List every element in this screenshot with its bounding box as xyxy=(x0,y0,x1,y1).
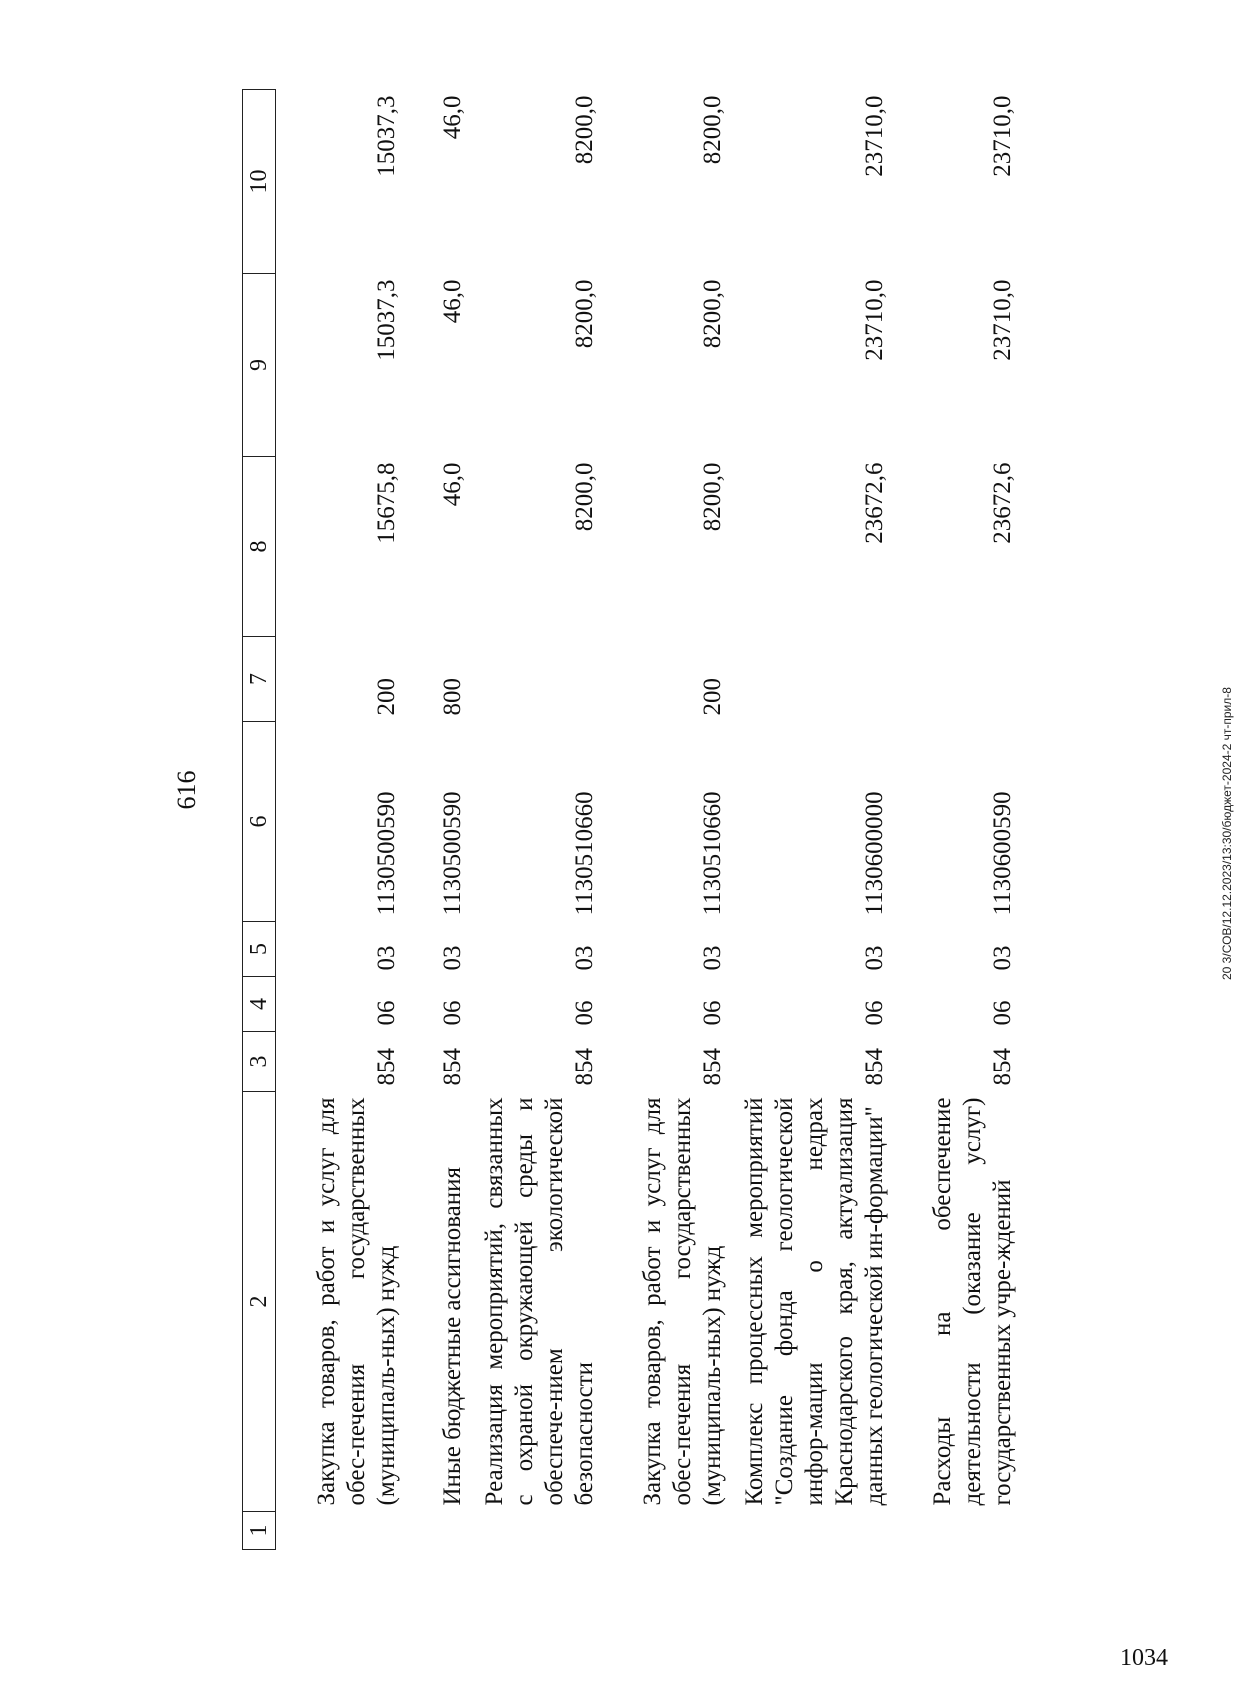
table-cell-col5: 03 xyxy=(372,945,400,971)
header-row xyxy=(243,90,276,1550)
table-cell-col6: 1130510660 xyxy=(698,791,726,916)
table-cell-col3: 854 xyxy=(860,1048,888,1086)
table-cell-col10: 8200,0 xyxy=(570,95,598,165)
table-cell-col8: 8200,0 xyxy=(698,462,726,532)
header-cell: 8 xyxy=(243,457,276,637)
table-cell-col9: 8200,0 xyxy=(570,279,598,349)
header-cell: 6 xyxy=(243,722,276,922)
table-row xyxy=(730,90,892,1550)
table-cell-col10: 46,0 xyxy=(438,95,466,140)
table-cell-col8: 23672,6 xyxy=(988,462,1016,544)
table-cell-col5: 03 xyxy=(570,945,598,971)
table-cell-description: Комплекс процессных мероприятий "Создание фонда геологической инфор-мации о недрах Краснодарского края, актуализация данных геологической ин-формации" xyxy=(740,1097,888,1506)
table-cell-col9: 46,0 xyxy=(438,279,466,324)
page-number: 616 xyxy=(172,770,201,810)
table-row xyxy=(470,90,602,1550)
header-cell: 7 xyxy=(243,637,276,722)
table-cell-col7: 800 xyxy=(438,678,466,716)
table-cell-col8: 46,0 xyxy=(438,462,466,507)
table-cell-col8: 23672,6 xyxy=(860,462,888,544)
table-cell-col4: 06 xyxy=(570,1000,598,1026)
header-cell: 10 xyxy=(243,90,276,274)
table-cell-description: Реализация мероприятий, связанных с охраной окружающей среды и обеспече-нием экологической безопасности xyxy=(480,1097,598,1506)
table-cell-col9: 23710,0 xyxy=(988,279,1016,361)
table-cell-col5: 03 xyxy=(698,945,726,971)
table-cell-col8: 15675,8 xyxy=(372,462,400,544)
table-row xyxy=(892,90,1020,1550)
header-cell: 2 xyxy=(243,1092,276,1512)
table-cell-col4: 06 xyxy=(438,1000,466,1026)
table-cell-col9: 23710,0 xyxy=(860,279,888,361)
table-cell-col6: 1130510660 xyxy=(570,791,598,916)
table-cell-col9: 15037,3 xyxy=(372,279,400,361)
table-cell-col10: 15037,3 xyxy=(372,95,400,177)
table-cell-col3: 854 xyxy=(988,1048,1016,1086)
table-cell-col9: 8200,0 xyxy=(698,279,726,349)
table-cell-col4: 06 xyxy=(860,1000,888,1026)
header-cell: 3 xyxy=(243,1032,276,1092)
table-cell-col1 xyxy=(470,1512,602,1550)
table-cell-col7: 200 xyxy=(372,678,400,716)
table-cell-col3: 854 xyxy=(698,1048,726,1086)
table-row xyxy=(276,90,404,1550)
header-cell: 1 xyxy=(243,1512,276,1550)
table-cell-col8: 8200,0 xyxy=(570,462,598,532)
budget-table xyxy=(242,89,1020,1550)
table-cell-col1 xyxy=(276,1512,404,1550)
table-cell-description: Расходы на обеспечение деятельности (оказание услуг) государственных учре-ждений xyxy=(928,1097,1016,1506)
table-cell-col4: 06 xyxy=(698,1000,726,1026)
table-cell-col3: 854 xyxy=(570,1048,598,1086)
table-cell-col7 xyxy=(892,637,1020,722)
table-cell-description: Закупка товаров, работ и услуг для обес-печения государственных (муниципаль-ных) нужд xyxy=(638,1097,726,1506)
header-cell: 9 xyxy=(243,274,276,457)
sheet-number: 1034 xyxy=(1120,1645,1168,1671)
table-cell-col6: 1130600590 xyxy=(988,791,1016,916)
header-cell: 5 xyxy=(243,922,276,977)
table-cell-col6: 1130500590 xyxy=(438,791,466,916)
table-cell-col7: 200 xyxy=(698,678,726,716)
table-cell-col10: 23710,0 xyxy=(988,95,1016,177)
table-cell-col3: 854 xyxy=(372,1048,400,1086)
table-cell-col6: 1130500590 xyxy=(372,791,400,916)
table-cell-description: Иные бюджетные ассигнования xyxy=(438,1166,466,1506)
table-cell-col4: 06 xyxy=(372,1000,400,1026)
table-cell-col1 xyxy=(404,1512,470,1550)
table-cell-col4: 06 xyxy=(988,1000,1016,1026)
table-row xyxy=(602,90,730,1550)
table-cell-description: Закупка товаров, работ и услуг для обес-печения государственных (муниципаль-ных) нужд xyxy=(312,1097,400,1506)
table-cell-col5: 03 xyxy=(438,945,466,971)
rotated-page xyxy=(170,80,1016,1550)
table-row xyxy=(404,90,470,1550)
table-cell-col1 xyxy=(602,1512,730,1550)
table-cell-col5: 03 xyxy=(860,945,888,971)
document-reference-text: 20 3/СОВ/12.12.2023/13:30/бюджет-2024-2 чт-прил-8 xyxy=(1220,687,1234,980)
table-cell-col1 xyxy=(892,1512,1020,1550)
table-cell-col3: 854 xyxy=(438,1048,466,1086)
table-cell-col10: 23710,0 xyxy=(860,95,888,177)
table-cell-col6: 1130600000 xyxy=(860,791,888,916)
header-cell: 4 xyxy=(243,977,276,1032)
table-cell-col1 xyxy=(730,1512,892,1550)
table-cell-col5: 03 xyxy=(988,945,1016,971)
table-cell-col7 xyxy=(470,637,602,722)
table-cell-col10: 8200,0 xyxy=(698,95,726,165)
table-cell-col7 xyxy=(730,637,892,722)
